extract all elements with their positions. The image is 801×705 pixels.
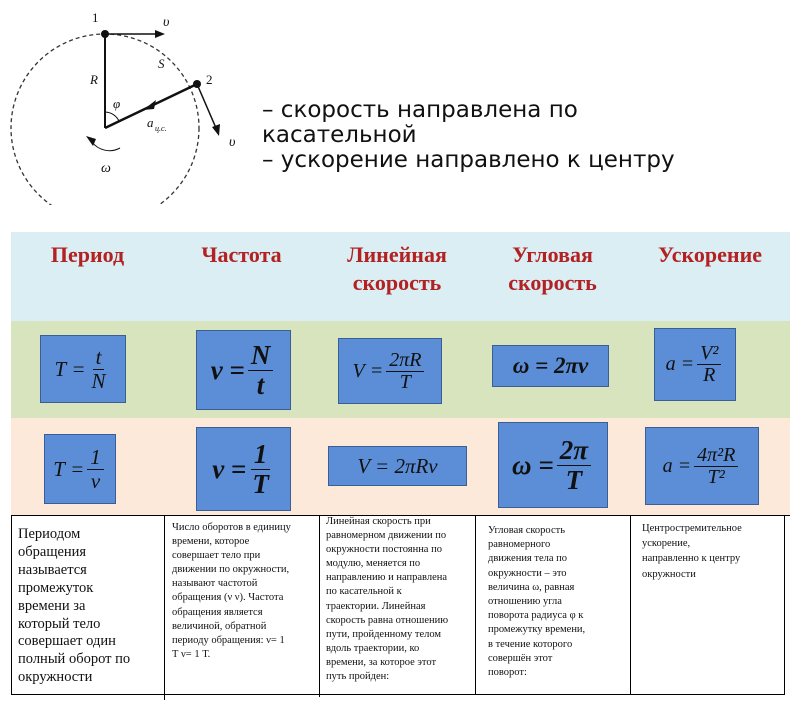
description-linear: Линейная скорость при равномерном движении по окружности постоянна по модулю, меняется по направлению и направлена по касательной к траектории. Линейная скорость равна отношению пути, пройденному телом вдоль траектории, ко времени, за которое этот путь пройден: (326, 516, 449, 683)
description-angular: Угловая скорость равномерного движения тела по окружности – это величина ω, равная отношению угла поворота радиуса φ к промежутку времени, в течение которого совершён этот поворот: (488, 525, 586, 679)
header-period (11, 232, 164, 321)
bullet-tangent: касательной (262, 122, 417, 148)
omega-label: ω (101, 161, 111, 176)
formula-frequency2-num: 1 (251, 440, 271, 469)
formula-frequency-num: N (248, 341, 274, 370)
bullet-velocity-direction: – скорость направлена по (262, 97, 578, 123)
formula-linear-lhs: V (352, 359, 365, 382)
header-linear-line1: Линейная (347, 242, 447, 267)
formula-period2-lhs: T (53, 456, 65, 481)
formula-period-t-over-n: T = $\frac{t}{N}$ (40, 335, 126, 403)
point-2-label: 2 (206, 72, 213, 87)
description-period: Периодом обращения называется промежуток времени за который тело совершает один полный оборот по окружности (18, 526, 131, 686)
header-linear-speed (319, 232, 475, 321)
header-linear-line2: скорость (352, 270, 442, 295)
velocity-arrowhead-1 (155, 30, 165, 38)
velocity-label-1: υ (163, 15, 170, 30)
bullet-acceleration-direction: – ускорение направлено к центру (262, 147, 675, 173)
formula-frequency2-den: T (252, 468, 269, 499)
point-1-label: 1 (92, 10, 99, 25)
formula-accel2-num: 4π²R (694, 445, 738, 467)
desc-row-bottom-border (11, 694, 784, 695)
desc-divider-1 (164, 515, 165, 700)
formula-angular2-lhs: ω (512, 449, 532, 480)
header-angular-speed (475, 232, 630, 321)
point-1-dot (101, 30, 109, 38)
accel-label: a (147, 115, 154, 130)
formula-period-den: N (91, 368, 106, 393)
formula-accel-num: V² (697, 343, 721, 365)
header-acceleration (630, 232, 790, 321)
velocity-arrow-2 (197, 84, 216, 128)
description-frequency: Число оборотов в единицу времени, которое совершает тело при движении по окружности, называют частотой обращения (ν ν). Частота обращения является величиной, обратной периоду обращения: ν= 1 Т ν= 1 Т. (172, 522, 291, 660)
formula-linear-2pirnu: V = 2πRν (328, 446, 467, 486)
velocity-arrowhead-2 (212, 124, 220, 136)
header-period-text: Период (50, 242, 125, 267)
angle-label: φ (113, 96, 121, 111)
formula-acceleration-v2-over-r: a = $\frac{\text{V²}}{R}$ (654, 328, 736, 401)
formula-accel2-lhs: a (662, 454, 673, 477)
radius-label: R (90, 72, 98, 87)
formula-frequency-lhs: ν (210, 354, 223, 385)
formula-linear-num: 2πR (386, 350, 424, 372)
header-angular-line1: Угловая (512, 242, 593, 267)
description-acceleration: Центростремительное ускорение, направленно к центру окружности (642, 523, 742, 580)
formula-frequency-n-over-t: ν = $\frac{N}{t}$ (196, 330, 291, 410)
formula-angular-2pi-over-t: ω = $\frac{2\pi}{T}$ (498, 422, 608, 508)
formula-frequency2-lhs: ν (212, 453, 225, 484)
formula-period-num: t (93, 346, 105, 369)
formula-angular2-den: T (565, 464, 583, 495)
header-acceleration-text: Ускорение (657, 242, 763, 267)
formula-frequency-1-over-t: ν = $\frac{1}{T}$ (196, 427, 291, 511)
formula-period-1-over-nu: T = $\frac{1}{\nu}$ (44, 434, 116, 504)
header-frequency-text: Частота (201, 242, 282, 267)
formula-period2-num: 1 (87, 446, 104, 469)
formula-accel-den: R (703, 364, 716, 386)
formula-angular2-num: 2π (557, 436, 591, 465)
formula-frequency-den: t (256, 369, 265, 400)
angle-arc (105, 112, 119, 121)
omega-arc (92, 142, 120, 151)
arc-label: S (158, 56, 165, 71)
formula-acceleration-4pi2r-over-t2: a = $\frac{\text{4π²R}}{\text{T²}}$ (645, 427, 759, 505)
formula-angular-2pinu: ω = 2πν (492, 345, 609, 387)
velocity-label-2: υ (229, 135, 236, 150)
desc-border-left (11, 515, 12, 695)
circular-motion-diagram (0, 0, 260, 205)
header-frequency (164, 232, 319, 321)
formula-linear-den: T (399, 370, 411, 393)
desc-divider-4 (630, 515, 631, 695)
formula-accel-lhs: a (665, 353, 676, 375)
point-2-dot (193, 80, 201, 88)
accel-subscript: ц.с. (155, 124, 167, 133)
formula-accel2-den: T² (707, 465, 725, 488)
header-angular-line2: скорость (508, 270, 597, 295)
formula-period-lhs: T (54, 356, 67, 381)
formula-period2-den: ν (90, 468, 101, 493)
formula-linear-2pir-over-t: V = $\frac{2\pi R}{T}$ (338, 338, 442, 404)
